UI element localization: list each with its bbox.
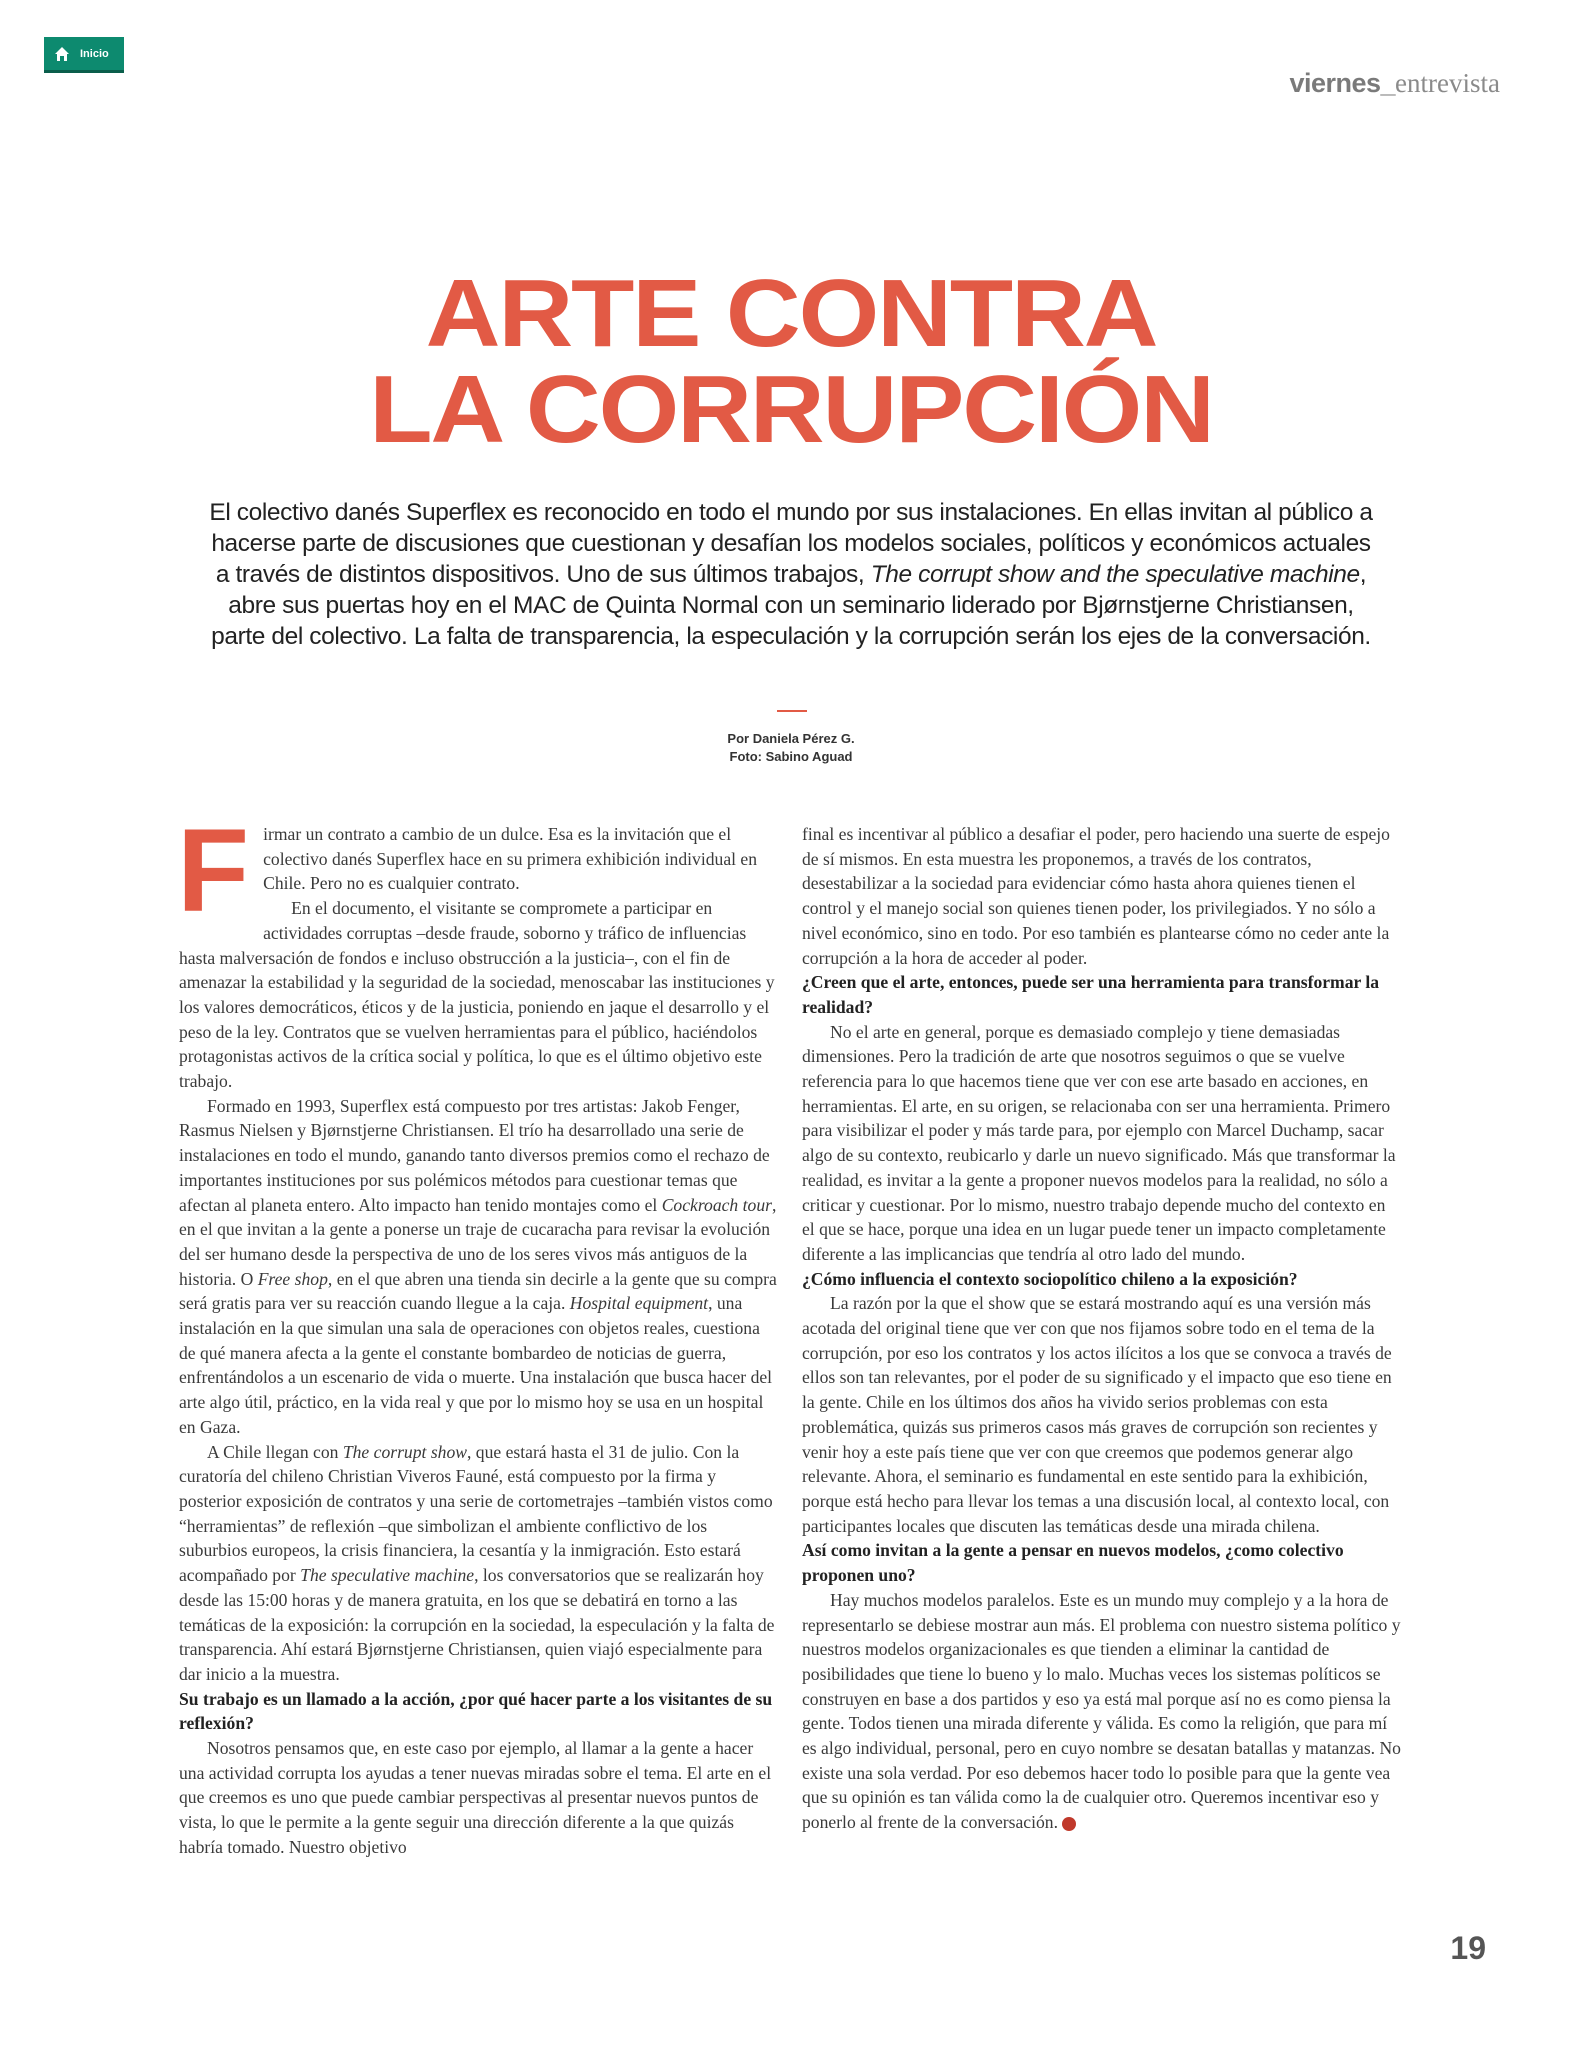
credits bbox=[0, 730, 1582, 766]
lead-text: , abre sus puertas hoy en el MAC de Quinta Normal con un seminario liderado por Bjørnstjerne Christiansen, parte del colectivo. La falta de transparencia, la especulación y la corrupción serán los ejes de la conversación. bbox=[211, 561, 1371, 650]
article-title bbox=[0, 260, 1582, 463]
article-column-right bbox=[802, 822, 1402, 1835]
interview-answer: No el arte en general, porque es demasiado complejo y tiene demasiadas dimensiones. Pero la tradición de arte que nosotros seguimos o que se vuelve referencia para lo que hacemos tiene que ver con ese arte basado en acciones, en herramientas. El arte, en su origen, se relacionaba con ser una herramienta. Primero para visibilizar el poder y más tarde para, por ejemplo con Marcel Duchamp, sacar algo de su contexto, reubicarlo y darle un nuevo significado. Más que transformar la realidad, es invitar a la gente a proponer nuevos modelos para la realidad, no sólo a criticar y cuestionar. Por lo mismo, nuestro trabajo depende mucho del contexto en el que se hace, porque una idea en un lugar puede tener un impacto completamente diferente a las implicancias que tendría al otro lado del mundo. bbox=[802, 1021, 1396, 1264]
page-number: 19 bbox=[1450, 1930, 1486, 1966]
work-title: The corrupt show bbox=[342, 1441, 467, 1462]
section-tag bbox=[1289, 68, 1500, 99]
interview-answer: final es incentivar al público a desafiar el poder, pero haciendo una suerte de espejo de sí mismos. En esta muestra les proponemos, a través de los contratos, desestabilizar a la sociedad para evidenciar cómo hasta ahora quienes tienen el control y el manejo social son quienes tienen poder, los privilegiados. Y no sólo a nivel económico, sino en todo. Por eso también es plantearse cómo no ceder ante la corrupción a la hora de acceder al poder. bbox=[802, 824, 1390, 968]
paragraph-text: , una instalación en la que simulan una sala de operaciones con objetos reales, cuestiona de qué manera afecta a la gente el constante bombardeo de noticias de guerra, enfrentándolos a un escenario de vida o muerte. Una instalación que busca hacer del arte algo útil, práctico, en la vida real y que por lo mismo hoy se usa en un hospital en Gaza. bbox=[179, 1293, 773, 1437]
interview-answer: La razón por la que el show que se estará mostrando aquí es una versión más acotada del original tiene que ver con que nos fijamos sobre todo en el tema de la corrupción, por eso los contratos y los actos ilícitos a los que se convoca a través de ellos son tan relevantes, por el poder de su significado y el impacto que eso tiene en la gente. Chile en los últimos dos años ha vivido serios problemas con esta problemática, quizás sus primeros casos más graves de corrupción son recientes y venir hoy a este país tiene que ver con que creemos que podemos generar algo relevante. Ahora, el seminario es fundamental en este sentido para la exhibición, porque está hecho para llevar los temas a una discusión local, al contexto local, con participantes locales que discuten las temáticas desde una mirada chilena. bbox=[802, 1293, 1392, 1536]
work-title: Hospital equipment bbox=[569, 1293, 709, 1314]
interview-question: Su trabajo es un llamado a la acción, ¿por qué hacer parte a los visitantes de su reflexión? bbox=[179, 1688, 773, 1734]
interview-answer bbox=[802, 1588, 1402, 1835]
paragraph-text: , en el que abren una tienda sin decirle a la gente que su compra será gratis para ver su reacción cuando llegue a la caja. bbox=[179, 1268, 777, 1314]
interview-question: ¿Cómo influencia el contexto sociopolítico chileno a la exposición? bbox=[802, 1268, 1298, 1289]
paragraph-text: A Chile llegan con bbox=[207, 1441, 343, 1462]
drop-cap: F bbox=[177, 805, 250, 937]
photo-credit: Foto: Sabino Aguad bbox=[729, 749, 853, 764]
paragraph-text: , que estará hasta el 31 de julio. Con la curatoría del chileno Christian Viveros Fauné, está compuesto por la firma y posterior exposición de contratos y una serie de cortometrajes –también vistos como “herramientas” de reflexión –que simbolizan el ambiente conflictivo de los suburbios europeos, la crisis financiera, la cesantía y la inmigración. Esto estará acompañado por bbox=[179, 1441, 773, 1586]
lead-text: El colectivo danés Superflex es reconocido en todo el mundo por sus instalaciones. En ellas invitan al público a hacerse parte de discusiones que cuestionan y desafían los modelos sociales, políticos y económicos actuales a través de distintos dispositivos. Uno de sus últimos trabajos, bbox=[209, 499, 1373, 588]
paragraph-text: Formado en 1993, Superflex está compuesto por tres artistas: Jakob Fenger, Rasmus Nielsen y Bjørnstjerne Christiansen. El trío ha desarrollado una serie de instalaciones en todo el mundo, ganando tanto diversos premios como el rechazo de importantes instituciones por sus polémicos métodos para cuestionar temas que afectan al planeta entero. Alto impacto han tenido montajes como el bbox=[179, 1095, 770, 1215]
paragraph-text: Hay muchos modelos paralelos. Este es un mundo muy complejo y a la hora de representarlo se debiese mostrar aun más. El problema con nuestro sistema político y nuestros modelos organizacionales es que tienden a eliminar la cantidad de posibilidades que tiene lo bueno y lo malo. Muchas veces los sistemas políticos se construyen en base a dos partidos y eso ya está mal porque así no es como piensa la gente. Todos tienen una mirada diferente y válida. Es como la religión, que para mí es algo individual, personal, pero en cuyo nombre se desatan batallas y matanzas. No existe una sola verdad. Por eso debemos hacer todo lo posible para que la gente vea que su opinión es tan válida como la de cualquier otro. Queremos incentivar eso y ponerlo al frente de la conversación. bbox=[802, 1589, 1401, 1833]
work-title: Free shop bbox=[257, 1268, 328, 1289]
interview-question: ¿Creen que el arte, entonces, puede ser una herramienta para transformar la realidad? bbox=[802, 972, 1380, 1017]
lead-paragraph bbox=[205, 497, 1377, 652]
article-column-left bbox=[177, 805, 779, 1860]
body-paragraph bbox=[177, 805, 779, 937]
body-paragraph bbox=[179, 1440, 779, 1687]
lead-italic-title: The corrupt show and the speculative machine bbox=[870, 561, 1360, 588]
home-button[interactable] bbox=[44, 37, 124, 73]
paragraph-text: irmar un contrato a cambio de un dulce. Esa es la invitación que el colectivo danés Superflex hace en su primera exhibición individual en Chile. Pero no es cualquier contrato. bbox=[263, 824, 758, 894]
section-tag-bold: viernes_ bbox=[1289, 68, 1396, 98]
body-paragraph: En el documento, el visitante se compromete a participar en actividades corruptas –desde fraude, soborno y tráfico de influencias hasta malversación de fondos e incluso obstrucción a la justicia–, con el fin de amenazar la estabilidad y la seguridad de la sociedad, menoscabar las instituciones y los valores democráticos, éticos y de la justicia, poniendo en jaque el desarrollo y el peso de la ley. Contratos que se vuelven herramientas para el público, haciéndolos protagonistas activos de la crítica social y política, lo que es el último objetivo este trabajo. bbox=[179, 898, 775, 1092]
interview-answer: Nosotros pensamos que, en este caso por ejemplo, al llamar a la gente a hacer una actividad corrupta los ayudas a tener nuevas miradas sobre el tema. El arte en el que creemos es uno que puede cambiar perspectivas al presentar nuevos puntos de vista, lo que le permite a la gente seguir una dirección diferente a la que quizás habría tomado. Nuestro objetivo bbox=[179, 1738, 772, 1857]
interview-question: Así como invitan a la gente a pensar en nuevos modelos, ¿como colectivo proponen uno? bbox=[802, 1540, 1344, 1586]
home-label: Inicio bbox=[80, 47, 109, 60]
work-title: Cockroach tour bbox=[661, 1194, 772, 1215]
home-icon bbox=[54, 46, 70, 62]
author-credit: Por Daniela Pérez G. bbox=[727, 731, 855, 746]
body-paragraph bbox=[179, 1094, 779, 1440]
title-line-1: ARTE CONTRA bbox=[425, 260, 1157, 367]
divider bbox=[777, 710, 807, 712]
paragraph-text: , en el que invitan a la gente a ponerse un traje de cucaracha para revisar la evolución del ser humano desde la perspectiva de uno de los seres vivos más antiguos de la historia. O bbox=[179, 1194, 777, 1289]
work-title: The speculative machine bbox=[300, 1565, 475, 1586]
title-line-2: LA CORRUPCIÓN bbox=[369, 356, 1213, 463]
section-tag-light: entrevista bbox=[1395, 68, 1500, 98]
end-mark-icon: v bbox=[1062, 1817, 1076, 1831]
paragraph-text: , los conversatorios que se realizarán hoy desde las 15:00 horas y de manera gratuita, en los que se debatirá en torno a las temáticas de la exposición: la corrupción en la sociedad, la especulación y la falta de transparencia. Ahí estará Bjørnstjerne Christiansen, quien viajó especialmente para dar inicio a la muestra. bbox=[179, 1565, 775, 1684]
